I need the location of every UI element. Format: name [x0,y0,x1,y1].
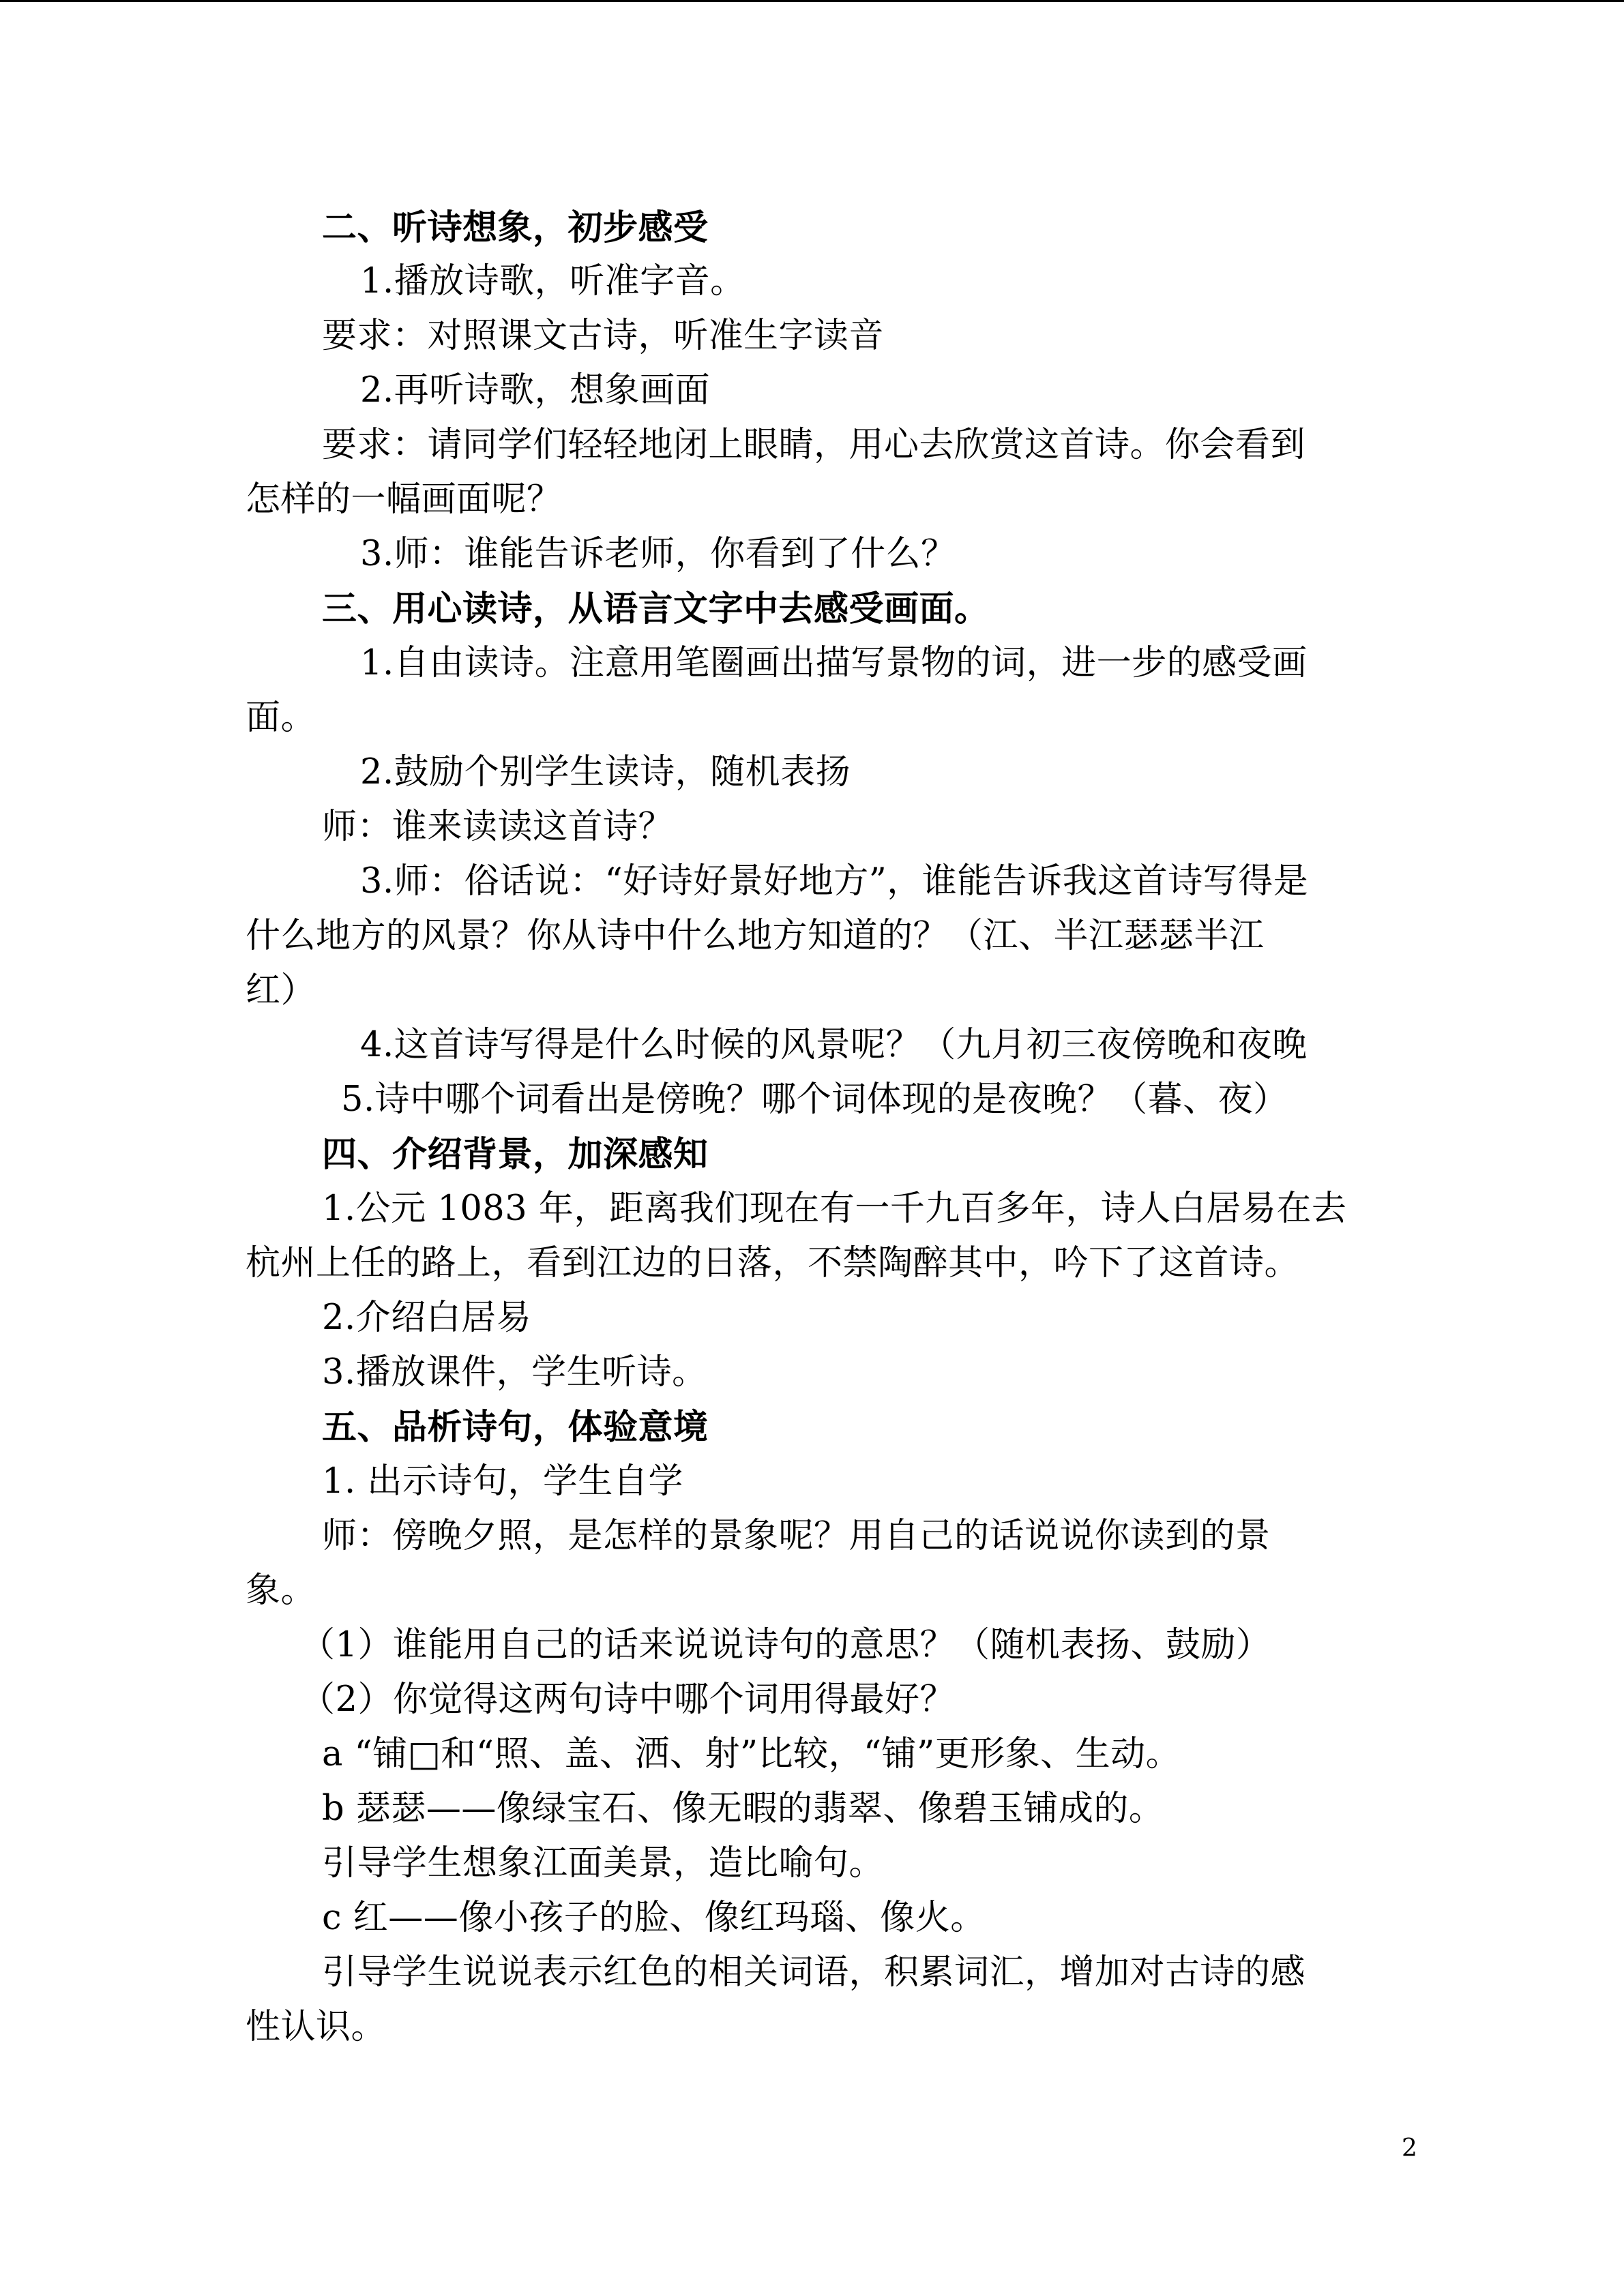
text-line: 2.介绍白居易 [322,1298,532,1338]
text-line: 什么地方的风景？你从诗中什么地方知道的？（江、半江瑟瑟半江 [246,916,1265,956]
text-line: b 瑟瑟——像绿宝石、像无暇的翡翠、像碧玉铺成的。 [322,1789,1164,1829]
text-line: 象。 [246,1570,316,1611]
text-line: （2）你觉得这两句诗中哪个词用得最好？ [300,1680,955,1720]
text-line: 1.自由读诗。注意用笔圈画出描写景物的词，进一步的感受画 [360,643,1308,683]
text-line: 5.诗中哪个词看出是傍晚？哪个词体现的是夜晚？（暮、夜） [341,1079,1288,1120]
text-line: 3.师：俗话说：“好诗好景好地方”，谁能告诉我这首诗写得是 [360,861,1309,901]
section-heading-2: 二、听诗想象，初步感受 [322,207,709,248]
text-line: 3.播放课件，学生听诗。 [322,1352,707,1392]
text-line: c 红——像小孩子的脸、像红玛瑙、像火。 [322,1898,986,1938]
text-line: 引导学生想象江面美景，造比喻句。 [322,1843,885,1883]
section-heading-3: 三、用心读诗，从语言文字中去感受画面。 [322,588,990,629]
text-line: 面。 [246,698,316,738]
section-heading-5: 五、品析诗句，体验意境 [322,1407,709,1448]
text-line: 师：谁来读读这首诗？ [322,807,674,847]
text-line: 怎样的一幅画面呢？ [246,479,562,520]
text-line: 2.再听诗歌，想象画面 [360,370,711,411]
text-line: 引导学生说说表示红色的相关词语，积累词汇，增加对古诗的感 [322,1952,1306,1993]
text-line: 1.播放诗歌，听准字音。 [360,261,745,301]
text-line: 4.这首诗写得是什么时候的风景呢？（九月初三夜傍晚和夜晚 [360,1025,1308,1065]
text-line: a “铺□和“照、盖、洒、射”比较，“铺”更形象、生动。 [322,1734,1181,1774]
page-number: 2 [1402,2134,1417,2162]
text-line: 3.师：谁能告诉老师，你看到了什么？ [360,534,956,574]
text-line: 1. 出示诗句，学生自学 [322,1461,683,1502]
text-line: 杭州上任的路上，看到江边的日落，不禁陶醉其中，吟下了这首诗。 [246,1243,1300,1283]
text-line: 红） [246,970,316,1011]
text-line: 2.鼓励个别学生读诗，随机表扬 [360,752,851,792]
text-line: 要求：对照课文古诗，听准生字读音 [322,316,885,356]
text-line: 1.公元 1083 年，距离我们现在有一千九百多年，诗人白居易在去 [322,1189,1347,1229]
section-heading-4: 四、介绍背景，加深感知 [322,1134,709,1175]
text-line: 要求：请同学们轻轻地闭上眼睛，用心去欣赏这首诗。你会看到 [322,425,1306,465]
text-line: （1）谁能用自己的话来说说诗句的意思？（随机表扬、鼓励） [300,1625,1271,1665]
text-line: 性认识。 [246,2007,387,2047]
text-line: 师：傍晚夕照，是怎样的景象呢？用自己的话说说你读到的景 [322,1516,1271,1556]
